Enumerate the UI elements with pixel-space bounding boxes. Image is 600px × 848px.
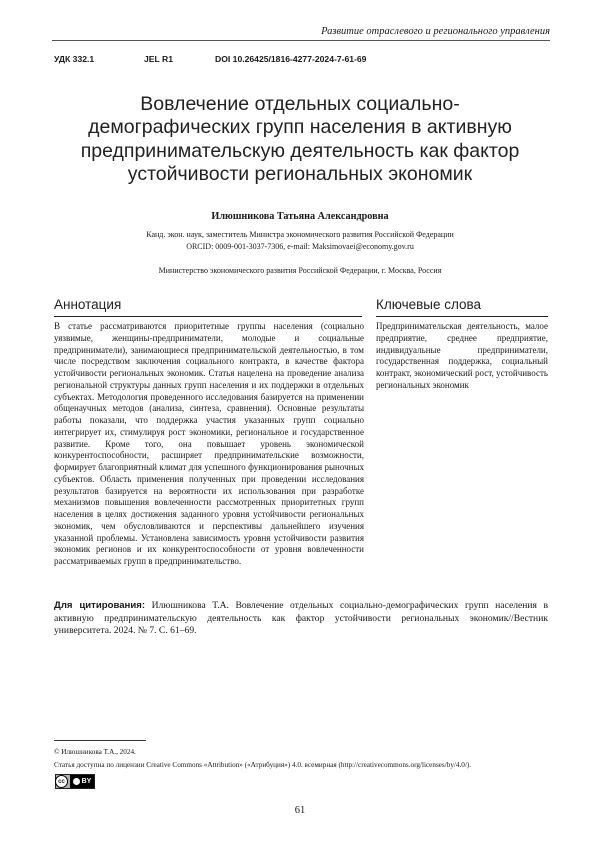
author-name: Илюшникова Татьяна Александровна	[211, 211, 389, 222]
by-label: BY	[81, 778, 92, 785]
license-text: Статья доступна по лицензии Creative Commons «Attribution» («Атрибуция») 4.0. всемирная (http://creativecommons.org/licenses/by/4.0/).	[54, 761, 472, 769]
keywords-text: Предпринимательская деятельность, малое предприятие, среднее предприятие, индивидуальные предприниматели, государственная поддержка, социальный контракт, экономический рост, устойчивость региональных экономик	[376, 321, 548, 390]
author-contacts: ORCID: 0009-001-3037-7306, e-mail: Maksimovaei@economy.gov.ru	[186, 241, 414, 251]
page-number: 61	[294, 805, 306, 816]
cc-by-license-badge[interactable]	[55, 774, 95, 789]
citation	[54, 600, 548, 638]
cc-icon: cc	[55, 775, 68, 788]
by-attribution-icon	[70, 775, 94, 788]
author-details	[60, 229, 540, 252]
author-organization: Министерство экономического развития Российской Федерации, г. Москва, Россия	[158, 266, 442, 275]
copyright: © Илюшникова Т.А., 2024.	[54, 748, 136, 756]
jel-code: JEL R1	[144, 54, 173, 64]
annotation-heading: Аннотация	[54, 297, 122, 312]
citation-text: Илюшникова Т.А. Вовлечение отдельных социально-демографических групп населения в активную предпринимательскую деятельность как фактор устойчивости региональных экономик//Вестник университета. 2024. № 7. С. 61–69.	[54, 600, 548, 637]
article-title: Вовлечение отдельных социально-демографических групп населения в активную предпринимательскую деятельность как фактор устойчивости региональных экономик	[80, 93, 520, 186]
doi: DOI 10.26425/1816-4277-2024-7-61-69	[215, 54, 367, 64]
article-meta	[54, 54, 366, 64]
annotation-text: В статье рассматриваются приоритетные группы населения (социально уязвимые, женщины-предприниматели, молодые и социальные предприниматели), занимающиеся предпринимательской деятельностью, в том числе посредством заключения социального контракта, в качестве фактора устойчивости региональных экономик. Статья нацелена на проведение анализа региональной структуры данных групп населения и их поддержки в отдельных субъектах. Методология проведенного исследования базируется на применении общенаучных методов (анализа, синтеза, сравнения). Основные результаты работы показали, что поддержка участия указанных групп социально интегрирует их, стимулируя рост экономики, региональное и государственное развитие. Кроме того, она повышает уровень экономической конкурентоспособности, расширяет предпринимательские возможности, формирует благоприятный климат для успешного функционирования рыночных субъектов. Область применения полученных при проведении исследования результатов базируется на вероятности их использования при разработке механизмов повышения вовлеченности рассмотренных приоритетных групп населения в целях достижения заданного уровня устойчивости региональных экономик, чем обусловливаются и перспективы дальнейшего изучения указанной проблемы. Установлена зависимость уровня устойчивости развития экономик регионов и их конкурентоспособности от уровня вовлеченности рассматриваемых групп в предпринимательство.	[54, 321, 364, 566]
udk-code: УДК 332.1	[54, 54, 95, 64]
keywords-divider	[376, 316, 548, 317]
annotation-divider	[54, 316, 362, 317]
footnote-divider	[54, 740, 146, 741]
citation-label: Для цитирования:	[54, 600, 146, 611]
keywords-heading: Ключевые слова	[376, 297, 482, 312]
author-position: Канд. экон. наук, заместитель Министра экономического развития Российской Федерации	[146, 230, 454, 239]
running-head: Развитие отраслевого и регионального управления	[52, 26, 550, 41]
person-icon	[73, 778, 80, 785]
